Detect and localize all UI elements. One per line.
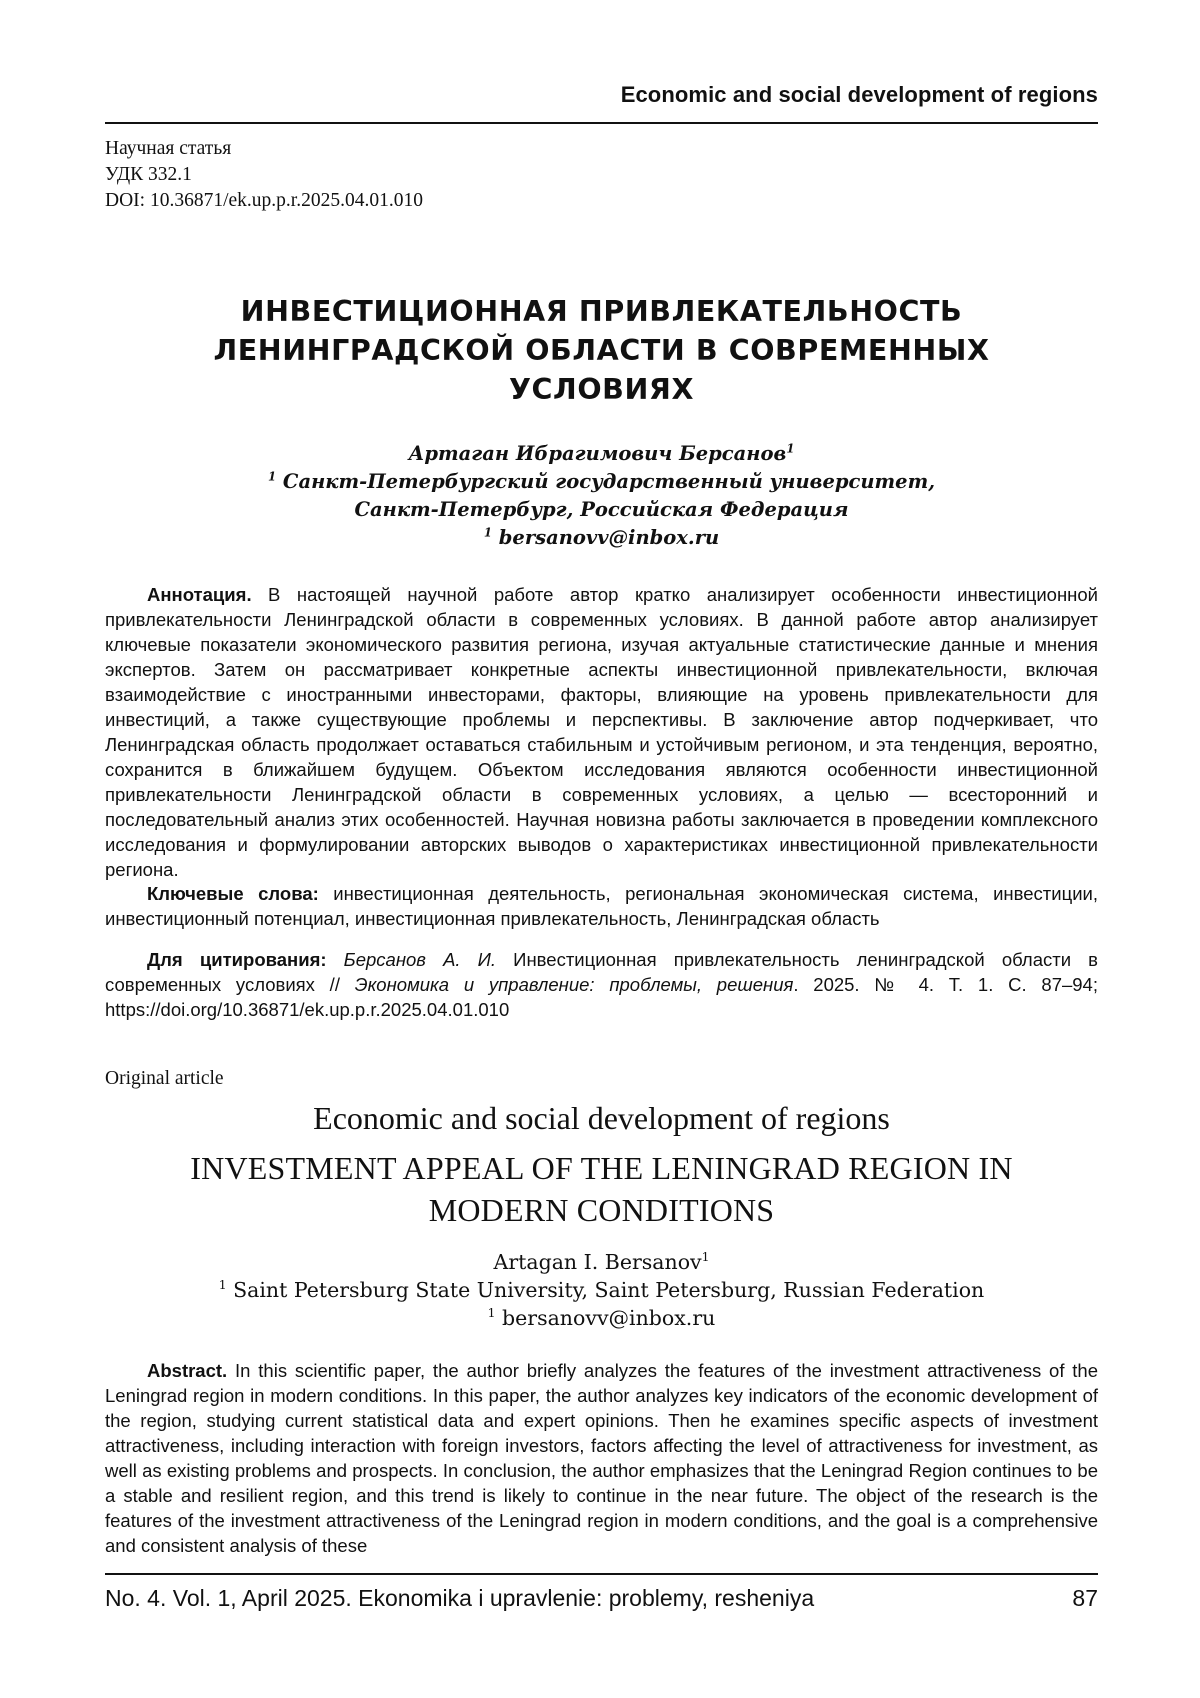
ru-affiliation-2: Санкт-Петербург, Российская Федерация xyxy=(354,498,849,521)
en-article-title xyxy=(105,1147,1098,1231)
ru-abstract-label: Аннотация. xyxy=(147,584,252,605)
en-title-line: MODERN CONDITIONS xyxy=(428,1192,775,1228)
ru-citation xyxy=(105,947,1098,1022)
doi: DOI: 10.36871/ek.up.p.r.2025.04.01.010 xyxy=(105,190,423,211)
footer-rule xyxy=(105,1573,1098,1575)
ru-affiliation-1 xyxy=(105,468,1098,496)
ru-keywords-text: инвестиционная деятельность, региональная экономическая система, инвестиции, инвестиционный потенциал, инвестиционная привлекательность, Ленинградская область xyxy=(105,883,1098,929)
udc-code: УДК 332.1 xyxy=(105,164,192,185)
en-abstract-label: Abstract. xyxy=(147,1360,228,1381)
en-email-sup: 1 xyxy=(487,1306,496,1321)
en-email-link[interactable]: bersanovv@inbox.ru xyxy=(502,1306,716,1330)
en-affiliation-sup: 1 xyxy=(218,1278,227,1293)
ru-keywords-label: Ключевые слова: xyxy=(147,883,319,904)
en-author xyxy=(105,1248,1098,1276)
ru-title-line: ЛЕНИНГРАДСКОЙ ОБЛАСТИ В СОВРЕМЕННЫХ xyxy=(213,334,990,367)
ru-abstract xyxy=(105,582,1098,882)
ru-citation-rest[interactable]: . 2025. № 4. Т. 1. С. 87–94; https://doi.org/10.36871/ek.up.p.r.2025.04.01.010 xyxy=(105,974,1098,1020)
en-abstract-text: In this scientific paper, the author briefly analyzes the features of the investment attractiveness of the Leningrad region in modern conditions. In this paper, the author analyzes key indicators of the economic development of the region, studying current statistical data and expert opinions. Then he examines specific aspects of investment attractiveness, including interaction with foreign investors, factors affecting the level of attractiveness for investment, as well as existing problems and prospects. In conclusion, the author emphasizes that the Leningrad Region continues to be a stable and resilient region, and this trend is likely to continue in the near future. The object of the research is the features of the investment attractiveness of the Leningrad region in modern conditions, and the goal is a comprehensive and consistent analysis of these xyxy=(105,1360,1098,1556)
running-head: Economic and social development of regions xyxy=(620,82,1098,107)
en-author-sup: 1 xyxy=(701,1250,710,1265)
footer-journal-info: No. 4. Vol. 1, April 2025. Ekonomika i upravlenie: problemy, resheniya xyxy=(105,1585,815,1611)
ru-email-sup: 1 xyxy=(483,525,492,540)
ru-title-line: УСЛОВИЯХ xyxy=(508,373,695,406)
en-author-name: Artagan I. Bersanov xyxy=(493,1250,702,1274)
ru-email-link[interactable]: bersanovv@inbox.ru xyxy=(498,526,720,549)
ru-citation-journal: Экономика и управление: проблемы, решения xyxy=(354,974,794,995)
article-meta xyxy=(105,136,423,214)
ru-email xyxy=(105,524,1098,552)
ru-citation-title: Инвестиционная привлекательность ленинградской области в современных условиях // xyxy=(105,949,1098,995)
en-email xyxy=(105,1304,1098,1332)
ru-keywords xyxy=(105,881,1098,931)
en-author-block xyxy=(105,1248,1098,1332)
ru-author-sup: 1 xyxy=(786,441,795,456)
header-rule xyxy=(105,122,1098,124)
ru-author-name: Артаган Ибрагимович Берсанов xyxy=(408,442,787,465)
en-title-line: INVESTMENT APPEAL OF THE LENINGRAD REGION IN xyxy=(190,1150,1013,1186)
ru-author xyxy=(105,440,1098,468)
ru-affiliation-sup: 1 xyxy=(267,469,277,484)
ru-citation-author: Берсанов А. И. xyxy=(326,949,497,970)
ru-citation-label: Для цитирования: xyxy=(147,949,327,970)
page-number: 87 xyxy=(1072,1585,1098,1611)
en-affiliation xyxy=(105,1276,1098,1304)
ru-author-block xyxy=(105,440,1098,552)
ru-article-title xyxy=(105,292,1098,409)
en-abstract xyxy=(105,1358,1098,1558)
article-type: Научная статья xyxy=(105,138,232,159)
ru-abstract-text: В настоящей научной работе автор кратко анализирует особенности инвестиционной привлекательности Ленинградской области в современных условиях. В данной работе автор анализирует ключевые показатели экономического развития региона, изучая актуальные статистические данные и мнения экспертов. Затем он рассматривает конкретные аспекты инвестиционной привлекательности, включая взаимодействие с иностранными инвесторами, факторы, влияющие на уровень привлекательности для инвестиций, а также существующие проблемы и перспективы. В заключение автор подчеркивает, что Ленинградская область продолжает оставаться стабильным и устойчивым регионом, и эта тенденция, вероятно, сохранится в ближайшем будущем. Объектом исследования являются особенности инвестиционной привлекательности Ленинградской области в современных условиях, а целью — всесторонний и последовательный анализ этих особенностей. Научная новизна работы заключается в проведении комплексного исследования и формулировании авторских выводов о характеристиках инвестиционной привлекательности региона. xyxy=(105,584,1098,880)
en-section-title: Economic and social development of regions xyxy=(313,1100,890,1136)
ru-title-line: ИНВЕСТИЦИОННАЯ ПРИВЛЕКАТЕЛЬНОСТЬ xyxy=(240,295,963,328)
en-article-type: Original article xyxy=(105,1068,224,1089)
en-affiliation-text: Saint Petersburg State University, Saint Petersburg, Russian Federation xyxy=(233,1278,985,1302)
ru-affiliation-text: Санкт-Петербургский государственный университет, xyxy=(282,470,936,493)
